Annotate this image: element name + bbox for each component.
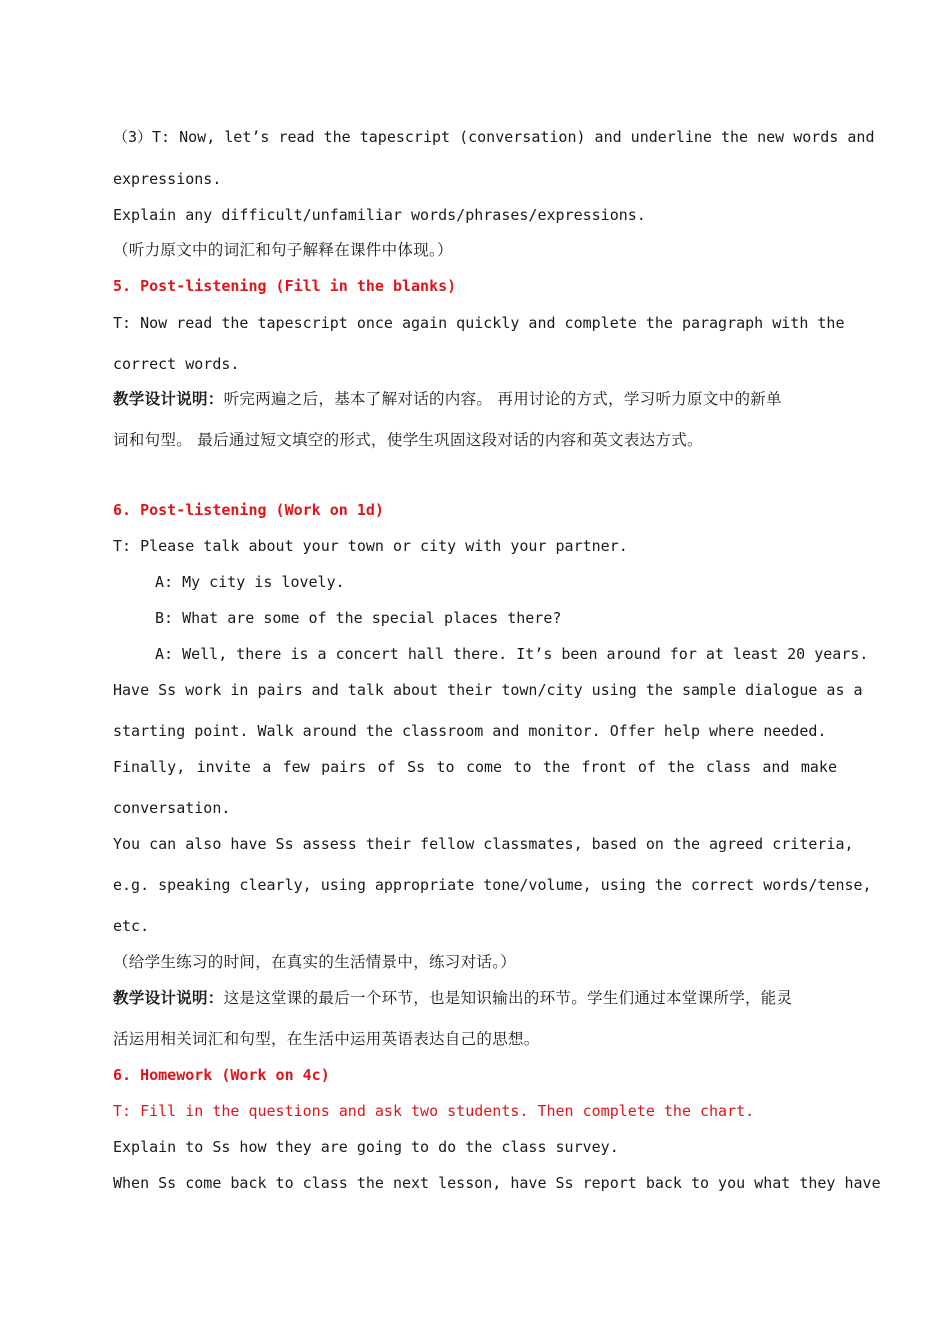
chinese-note-1: （听力原文中的词汇和句子解释在课件中体现。）: [113, 241, 453, 259]
section-heading-homework: 6. Homework (Work on 4c): [113, 1066, 330, 1084]
design-note-1-continuation: 词和句型。 最后通过短文填空的形式，使学生巩固这段对话的内容和英文表达方式。: [113, 431, 703, 449]
dialogue-line-a2: A: Well, there is a concert hall there. It’s been around for at least 20 years.: [155, 645, 869, 663]
design-note-text: 这是这堂课的最后一个环节，也是知识输出的环节。学生们通过本堂课所学，能灵: [223, 989, 793, 1007]
design-note-2: [113, 988, 837, 1008]
dialogue-line-b1: B: What are some of the special places there?: [155, 609, 562, 627]
section-heading-post-listening-1d: 6. Post-listening (Work on 1d): [113, 501, 384, 519]
chinese-note-2: （给学生练习的时间，在真实的生活情景中，练习对话。）: [113, 953, 517, 971]
talk-instruction: T: Please talk about your town or city with your partner.: [113, 537, 628, 555]
fill-blanks-instruction: T: Now read the tapescript once again quickly and complete the paragraph with the: [113, 314, 845, 332]
assess-etc: etc.: [113, 917, 150, 935]
step-3-instruction: （3）T: Now, let’s read the tapescript (conversation) and underline the new words and: [113, 128, 875, 146]
pair-work-continuation: starting point. Walk around the classroom and monitor. Offer help where needed.: [113, 722, 827, 740]
survey-instruction: Explain to Ss how they are going to do the class survey.: [113, 1138, 619, 1156]
finally-continuation: conversation.: [113, 799, 231, 817]
report-back-instruction: When Ss come back to class the next lesson, have Ss report back to you what they have: [113, 1174, 881, 1192]
dialogue-line-a1: A: My city is lovely.: [155, 573, 345, 591]
design-note-text: 听完两遍之后，基本了解对话的内容。 再用讨论的方式，学习听力原文中的新单: [223, 390, 782, 408]
homework-instruction: T: Fill in the questions and ask two students. Then complete the chart.: [113, 1102, 755, 1120]
design-note-2-continuation: 活运用相关词汇和句型，在生活中运用英语表达自己的思想。: [113, 1030, 540, 1048]
assess-instruction: You can also have Ss assess their fellow classmates, based on the agreed criteria,: [113, 835, 854, 853]
design-note-1: [113, 389, 837, 409]
finally-instruction: Finally, invite a few pairs of Ss to come to the front of the class and make: [113, 758, 837, 776]
step-3-continuation: expressions.: [113, 170, 222, 188]
section-heading-post-listening-fill: 5. Post-listening (Fill in the blanks): [113, 277, 457, 295]
explain-instruction: Explain any difficult/unfamiliar words/phrases/expressions.: [113, 206, 646, 224]
assess-criteria: e.g. speaking clearly, using appropriate tone/volume, using the correct words/tense,: [113, 876, 872, 894]
design-note-label: 教学设计说明：: [113, 989, 224, 1007]
pair-work-instruction: Have Ss work in pairs and talk about their town/city using the sample dialogue as a: [113, 681, 863, 699]
fill-blanks-continuation: correct words.: [113, 355, 240, 373]
design-note-label: 教学设计说明：: [113, 390, 224, 408]
